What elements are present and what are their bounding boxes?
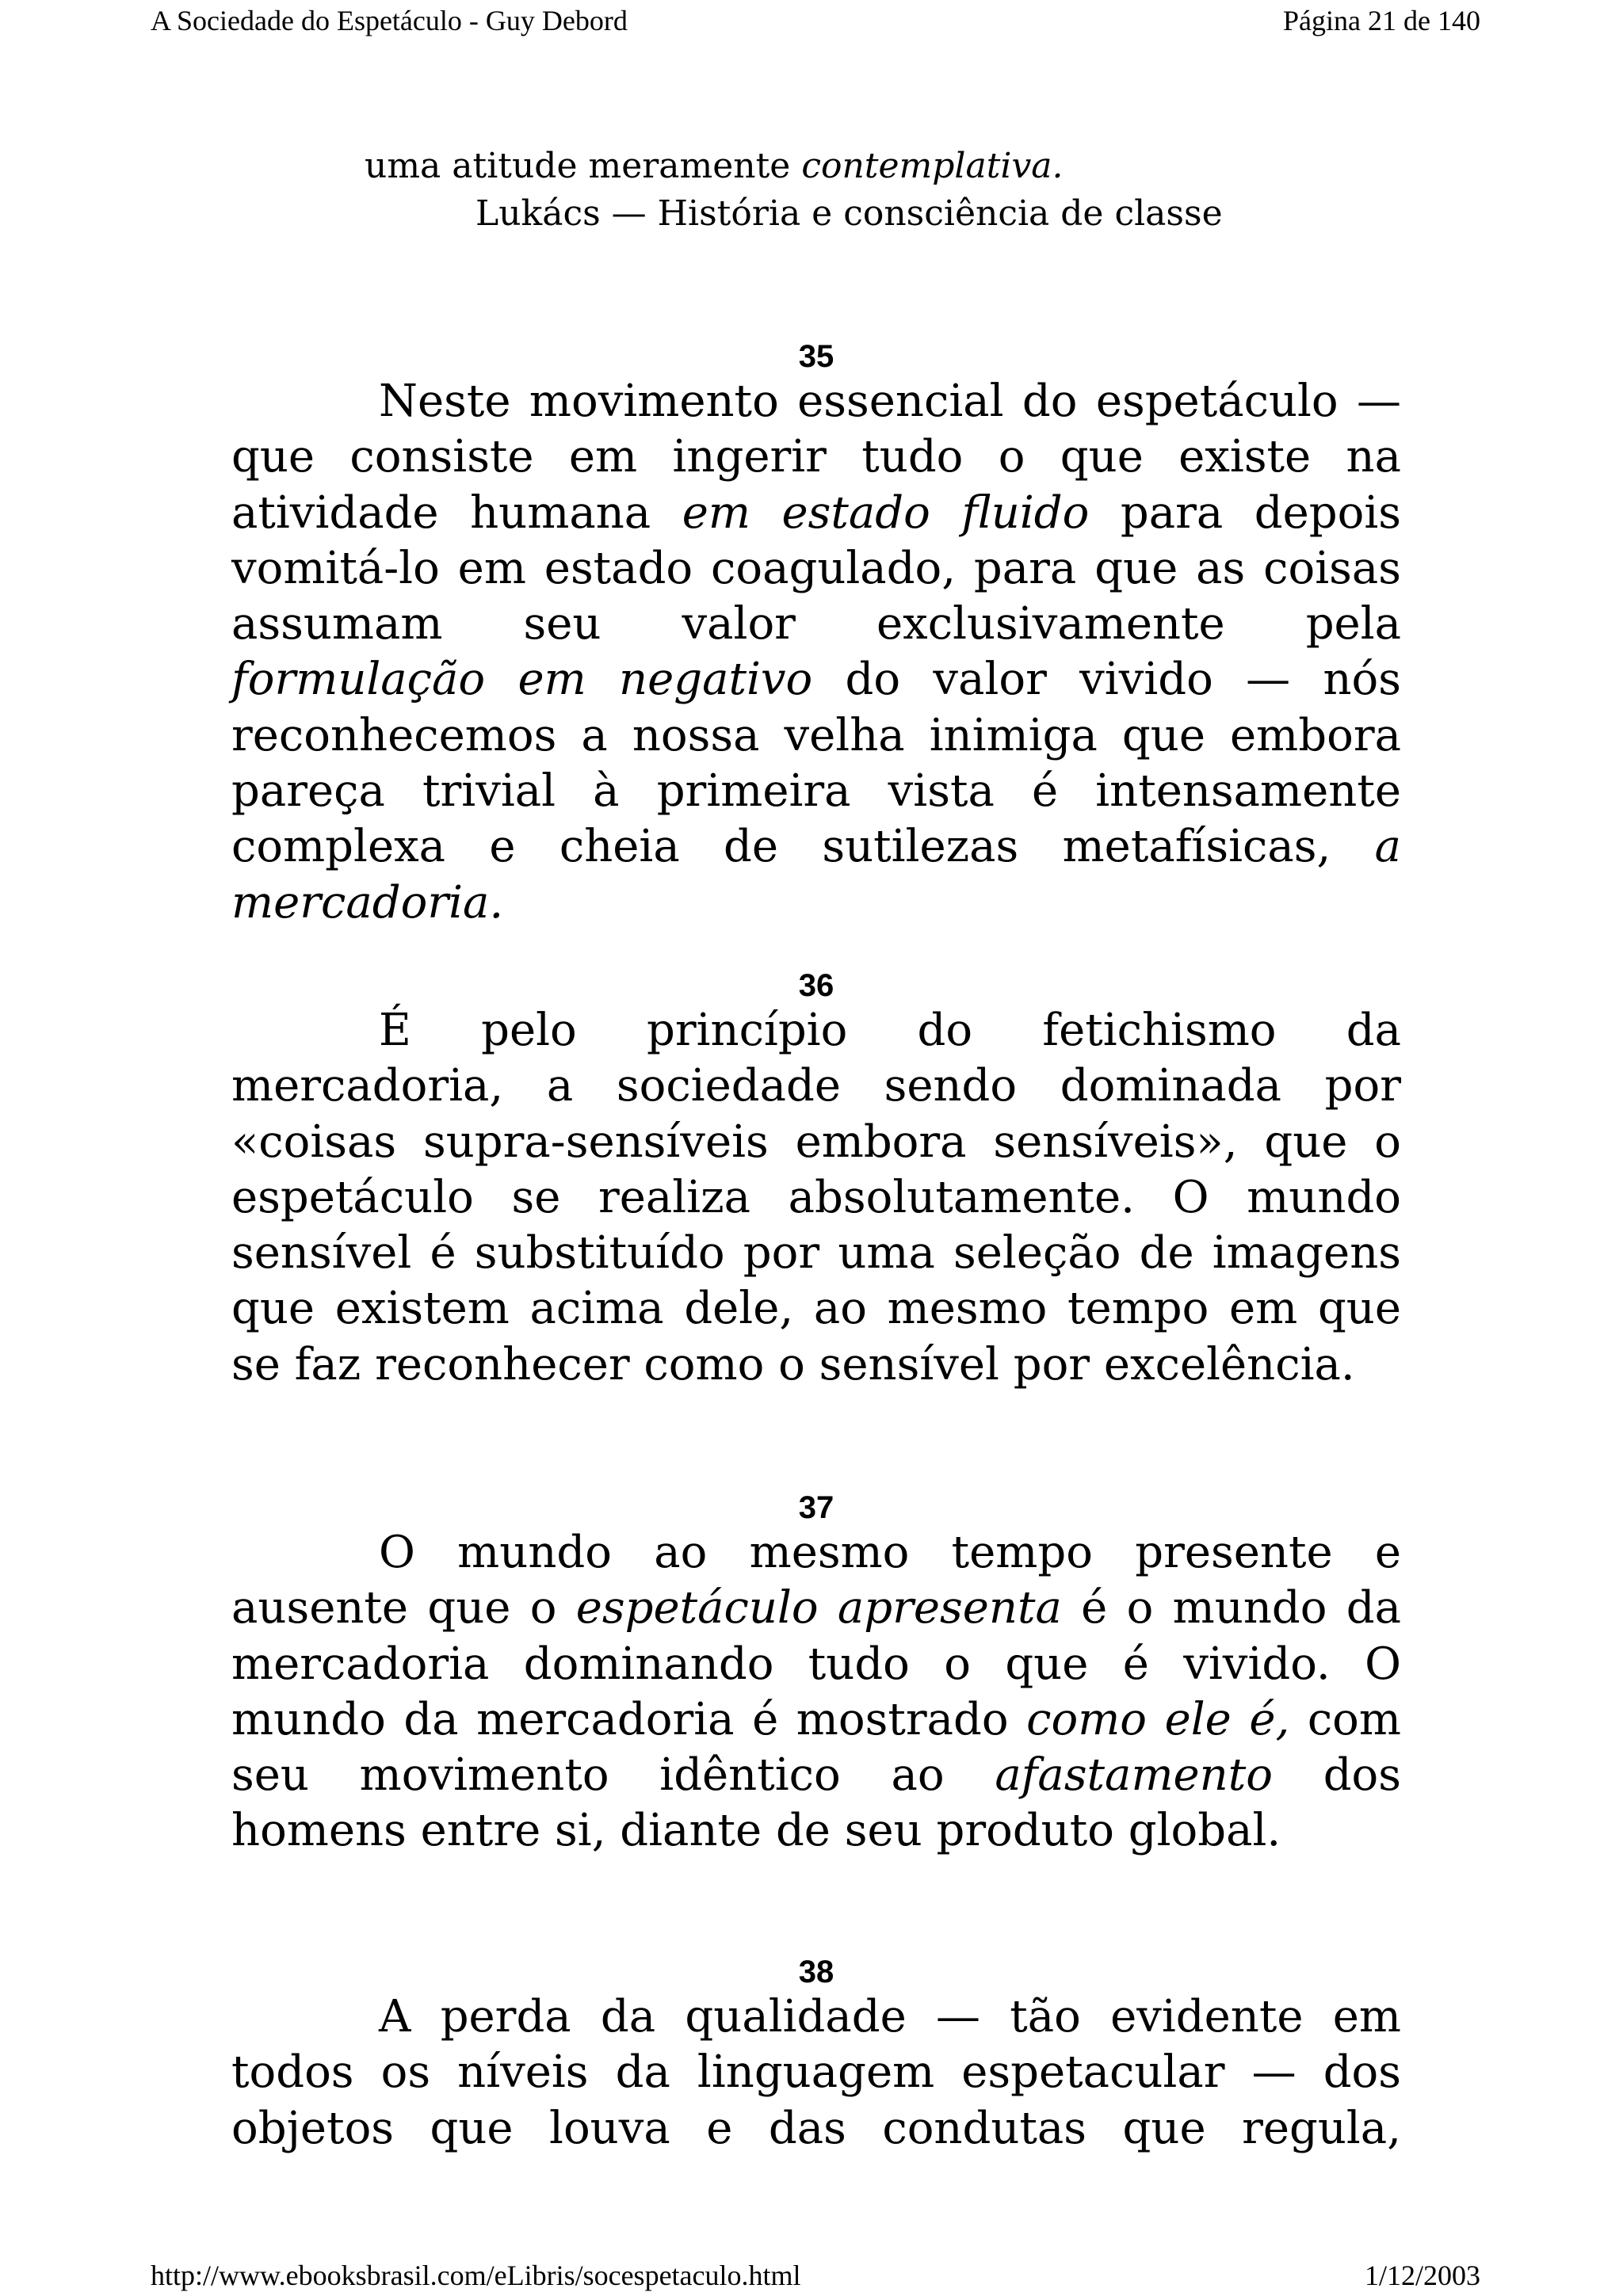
- epigraph-source: Lukács — História e consciência de classe: [475, 193, 1223, 234]
- body-text: É pelo princípio do fetichismo da mercadoria, a sociedade sendo dominada por «coisas supra-sensíveis embora sensíveis», que o espetáculo se realiza absolutamente. O mundo sensível é substituído por uma seleção de imagens que existem acima dele, ao mesmo tempo em que se faz reconhecer como o sensível por excelência.: [231, 1005, 1401, 1390]
- body-text: com seu movimento idêntico ao: [231, 1693, 1401, 1802]
- emphasis-text: como ele é,: [1026, 1693, 1290, 1745]
- section-paragraph: [231, 1003, 1401, 1393]
- page-number: Página 21 de 140: [1283, 5, 1480, 36]
- section-35: [231, 339, 1401, 931]
- epigraph: [365, 143, 1223, 238]
- footer-url: http://www.ebooksbrasil.com/eLibris/socespetaculo.html: [151, 2260, 801, 2291]
- section-number: 35: [798, 339, 834, 374]
- body-text: dos homens entre si, diante de seu produto global.: [231, 1749, 1401, 1857]
- body-text: O mundo ao mesmo tempo presente e ausente que o: [231, 1527, 1401, 1634]
- epigraph-text-emphasis: contemplativa.: [801, 146, 1064, 186]
- section-number: 36: [798, 968, 834, 1003]
- section-paragraph: [231, 374, 1401, 931]
- epigraph-text-plain: uma atitude meramente: [365, 146, 802, 186]
- body-text: para depois vomitá-lo em estado coagulado, para que as coisas assumam seu valor exclusivamente pela: [231, 486, 1401, 650]
- section-37: [231, 1490, 1401, 1859]
- body-text: do valor vivido — nós reconhecemos a nossa velha inimiga que embora pareça trivial à primeira vista é intensamente complexa e cheia de sutilezas metafísicas,: [231, 654, 1401, 873]
- section-36: [231, 968, 1401, 1393]
- body-text: é o mundo da mercadoria dominando tudo o que é vivido. O mundo da mercadoria é mostrado: [231, 1582, 1401, 1745]
- emphasis-text: formulação em negativo: [231, 654, 813, 706]
- section-paragraph: [231, 1989, 1401, 2157]
- section-38: [231, 1955, 1401, 2157]
- epigraph-text: [365, 143, 1223, 190]
- header-title: A Sociedade do Espetáculo - Guy Debord: [151, 5, 628, 36]
- body-text: A perda da qualidade — tão evidente em todos os níveis da linguagem espetacular — dos objetos que louva e das condutas que regula,: [231, 1991, 1401, 2154]
- section-number: 37: [798, 1490, 834, 1525]
- footer-date: 1/12/2003: [1364, 2260, 1480, 2291]
- emphasis-text: espetáculo apresenta: [575, 1582, 1062, 1634]
- emphasis-text: afastamento: [995, 1749, 1273, 1802]
- body-text: Neste movimento essencial do espetáculo — que consiste em ingerir tudo o que existe na atividade humana: [231, 376, 1401, 539]
- emphasis-text: em estado fluido: [682, 486, 1090, 539]
- section-number: 38: [798, 1955, 834, 1989]
- emphasis-text: a mercadoria.: [231, 821, 1401, 929]
- section-paragraph: [231, 1525, 1401, 1859]
